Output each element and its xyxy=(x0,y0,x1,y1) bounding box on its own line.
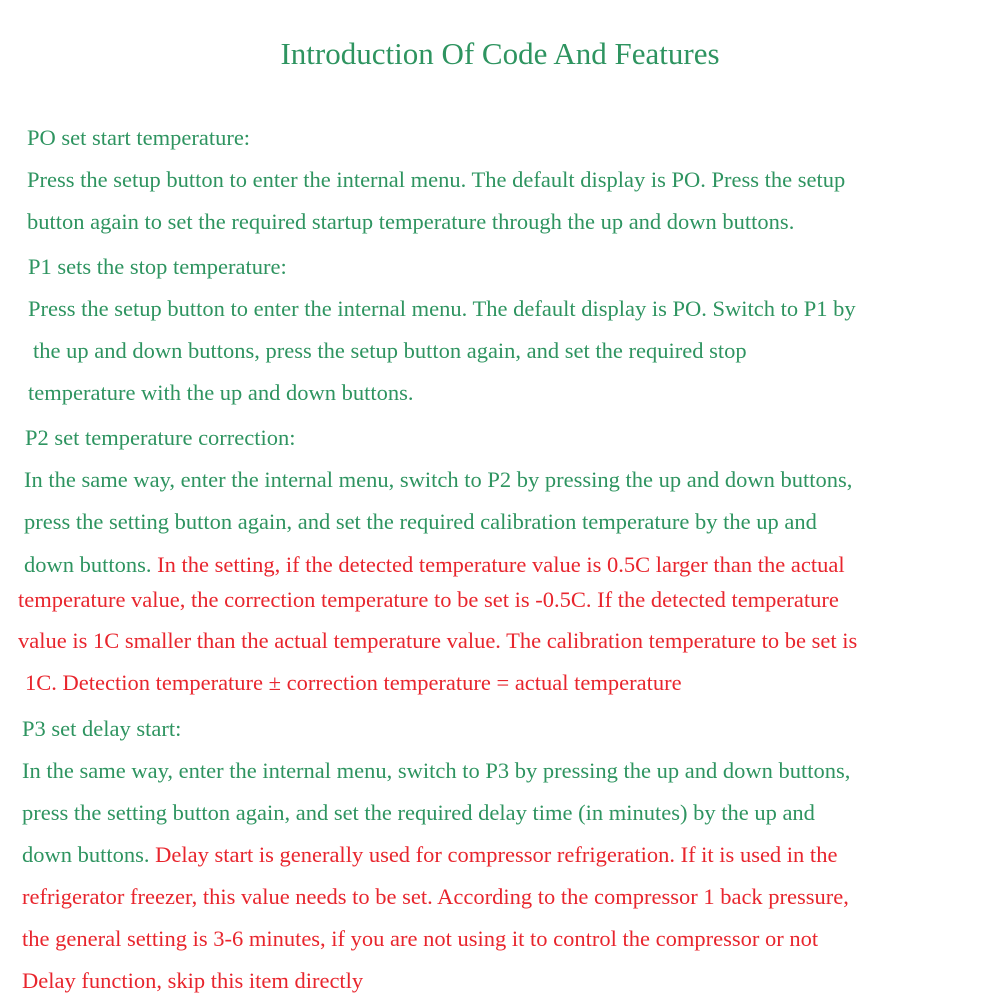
p3-body-line-3 xyxy=(22,841,837,869)
text-green: down buttons. xyxy=(22,842,150,867)
text-red: 1C. Detection temperature ± correction temperature = actual temperature xyxy=(25,670,682,695)
text-green: button again to set the required startup temperature through the up and down buttons. xyxy=(27,209,795,234)
text-red: Delay start is generally used for compressor refrigeration. If it is used in the xyxy=(155,842,838,867)
text-green: P3 set delay start: xyxy=(22,716,182,741)
p3-note-line-3 xyxy=(22,967,363,995)
text-green: In the same way, enter the internal menu, switch to P2 by pressing the up and down buttons, xyxy=(24,467,853,492)
text-green: In the same way, enter the internal menu, switch to P3 by pressing the up and down buttons, xyxy=(22,758,851,783)
page-title: Introduction Of Code And Features xyxy=(280,36,720,71)
p1-body-line-3 xyxy=(28,379,414,407)
text-green: Press the setup button to enter the internal menu. The default display is PO. Switch to P1 by xyxy=(28,296,856,321)
p2-body-line-2 xyxy=(24,508,817,536)
p2-note-line-1 xyxy=(18,586,839,614)
text-green: P1 sets the stop temperature: xyxy=(28,254,287,279)
p2-body-line-3 xyxy=(24,551,845,579)
p1-body-line-1 xyxy=(28,295,856,323)
p3-note-line-1 xyxy=(22,883,849,911)
text-green: press the setting button again, and set the required calibration temperature by the up and xyxy=(24,509,817,534)
p2-body-line-1 xyxy=(24,466,852,494)
p1-body-line-2 xyxy=(33,337,747,365)
text-green: press the setting button again, and set the required delay time (in minutes) by the up and xyxy=(22,800,815,825)
p3-heading xyxy=(22,715,181,743)
text-green: Press the setup button to enter the internal menu. The default display is PO. Press the setup xyxy=(27,167,846,192)
p3-body-line-1 xyxy=(22,757,850,785)
text-red: In the setting, if the detected temperature value is 0.5C larger than the actual xyxy=(157,552,845,577)
text-red: Delay function, skip this item directly xyxy=(22,968,364,993)
p1-heading xyxy=(28,253,287,281)
p0-body-line-2 xyxy=(27,208,794,236)
p0-heading xyxy=(27,124,250,152)
text-green: down buttons. xyxy=(24,552,152,577)
text-green: temperature with the up and down buttons. xyxy=(28,380,414,405)
text-red: value is 1C smaller than the actual temperature value. The calibration temperature to be set is xyxy=(18,628,858,653)
text-red: the general setting is 3-6 minutes, if you are not using it to control the compressor or not xyxy=(22,926,819,951)
p2-heading xyxy=(25,424,296,452)
p2-note-line-2 xyxy=(18,627,857,655)
text-green: PO set start temperature: xyxy=(27,125,251,150)
p3-body-line-2 xyxy=(22,799,815,827)
p0-body-line-1 xyxy=(27,166,845,194)
text-green: P2 set temperature correction: xyxy=(25,425,296,450)
text-red: refrigerator freezer, this value needs to be set. According to the compressor 1 back pressure, xyxy=(22,884,849,909)
p3-note-line-2 xyxy=(22,925,818,953)
text-red: temperature value, the correction temperature to be set is -0.5C. If the detected temperature xyxy=(18,587,839,612)
text-green: the up and down buttons, press the setup button again, and set the required stop xyxy=(33,338,747,363)
p2-note-line-3 xyxy=(25,669,682,697)
